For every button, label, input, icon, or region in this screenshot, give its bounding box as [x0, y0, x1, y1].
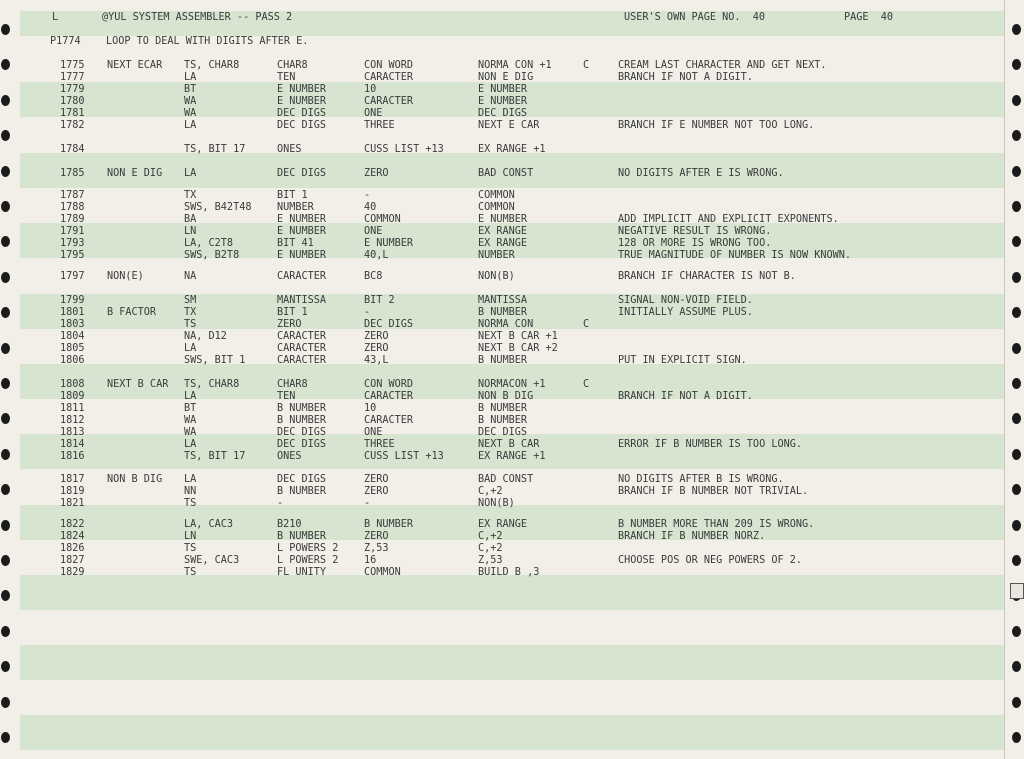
operand-2: DEC DIGS	[364, 319, 414, 330]
opcode: LA	[184, 120, 197, 131]
operand-3: B NUMBER	[478, 415, 528, 426]
operand-2: BIT 2	[364, 295, 395, 306]
line-number: 1809	[60, 391, 85, 402]
opcode: TS	[184, 498, 197, 509]
opcode: LA	[184, 391, 197, 402]
operand-2: ONE	[364, 108, 383, 119]
operand-1: BIT 1	[277, 307, 308, 318]
listing-line	[0, 144, 1024, 156]
opcode: TS, CHAR8	[184, 60, 240, 71]
opcode: NA	[184, 271, 197, 282]
opcode: WA	[184, 108, 197, 119]
opcode: TX	[184, 190, 197, 201]
operand-3: E NUMBER	[478, 214, 528, 225]
line-flag: C	[583, 319, 590, 330]
operand-2: COMMON	[364, 567, 401, 578]
line-number: 1822	[60, 519, 85, 530]
green-band	[20, 715, 1004, 750]
opcode: SWS, BIT 1	[184, 355, 246, 366]
operand-3: NEXT B CAR +2	[478, 343, 558, 354]
line-comment: BRANCH IF CHARACTER IS NOT B.	[618, 271, 796, 282]
listing-line	[0, 555, 1024, 567]
opcode: LA	[184, 168, 197, 179]
operand-2: 40,L	[364, 250, 389, 261]
line-number: 1782	[60, 120, 85, 131]
line-comment: NO DIGITS AFTER B IS WRONG.	[618, 474, 784, 485]
edge-tab-mark	[1010, 583, 1024, 599]
line-number: 1785	[60, 168, 85, 179]
operand-3: NORMA CON	[478, 319, 534, 330]
operand-3: C,+2	[478, 543, 503, 554]
operand-2: 16	[364, 555, 377, 566]
operand-1: TEN	[277, 391, 296, 402]
listing-line	[0, 531, 1024, 543]
operand-3: NON B DIG	[478, 391, 534, 402]
line-comment: CHOOSE POS OR NEG POWERS OF 2.	[618, 555, 803, 566]
operand-2: Z,53	[364, 543, 389, 554]
line-number: 1775	[60, 60, 85, 71]
operand-1: E NUMBER	[277, 250, 327, 261]
opcode: BT	[184, 403, 197, 414]
operand-3: NON(B)	[478, 498, 515, 509]
line-comment: BRANCH IF B NUMBER NOT TRIVIAL.	[618, 486, 809, 497]
line-label: NEXT B CAR	[107, 379, 169, 390]
opcode: LA, CAC3	[184, 519, 234, 530]
operand-3: MANTISSA	[478, 295, 528, 306]
feed-hole	[1012, 661, 1021, 672]
operand-2: ZERO	[364, 331, 389, 342]
feed-hole	[1, 590, 10, 601]
operand-2: 10	[364, 403, 377, 414]
listing-line	[0, 108, 1024, 120]
operand-1: BIT 1	[277, 190, 308, 201]
page-number: PAGE 40	[844, 12, 894, 23]
operand-1: MANTISSA	[277, 295, 327, 306]
operand-2: ZERO	[364, 474, 389, 485]
listing-line	[0, 319, 1024, 331]
listing-line	[0, 271, 1024, 283]
operand-1: DEC DIGS	[277, 168, 327, 179]
line-comment: TRUE MAGNITUDE OF NUMBER IS NOW KNOWN.	[618, 250, 852, 261]
operand-3: E NUMBER	[478, 84, 528, 95]
opcode: NA, D12	[184, 331, 227, 342]
operand-3: E NUMBER	[478, 96, 528, 107]
listing-line	[0, 214, 1024, 226]
line-number: 1812	[60, 415, 85, 426]
operand-3: B NUMBER	[478, 307, 528, 318]
operand-1: E NUMBER	[277, 214, 327, 225]
operand-1: E NUMBER	[277, 84, 327, 95]
listing-line	[0, 474, 1024, 486]
operand-2: 43,L	[364, 355, 389, 366]
page-title: @YUL SYSTEM ASSEMBLER -- PASS 2	[102, 12, 293, 23]
opcode: SWS, B42T48	[184, 202, 252, 213]
operand-2: ZERO	[364, 168, 389, 179]
line-comment: CREAM LAST CHARACTER AND GET NEXT.	[618, 60, 827, 71]
opcode: TS	[184, 543, 197, 554]
operand-1: TEN	[277, 72, 296, 83]
line-label: B FACTOR	[107, 307, 157, 318]
operand-3: NEXT B CAR +1	[478, 331, 558, 342]
operand-1: DEC DIGS	[277, 120, 327, 131]
operand-3: DEC DIGS	[478, 427, 528, 438]
operand-1: CARACTER	[277, 343, 327, 354]
opcode: BT	[184, 84, 197, 95]
opcode: SWE, CAC3	[184, 555, 240, 566]
listing-line	[0, 60, 1024, 72]
opcode: TS	[184, 567, 197, 578]
operand-1: DEC DIGS	[277, 108, 327, 119]
opcode: TS, BIT 17	[184, 144, 246, 155]
opcode: LN	[184, 226, 197, 237]
line-comment: PUT IN EXPLICIT SIGN.	[618, 355, 747, 366]
line-number: 1797	[60, 271, 85, 282]
opcode: TS, CHAR8	[184, 379, 240, 390]
operand-3: EX RANGE	[478, 238, 528, 249]
line-number: 1804	[60, 331, 85, 342]
listing-line	[0, 238, 1024, 250]
listing-line	[0, 226, 1024, 238]
operand-3: BAD CONST	[478, 168, 534, 179]
operand-2: ZERO	[364, 486, 389, 497]
operand-1: CARACTER	[277, 355, 327, 366]
listing-line	[0, 403, 1024, 415]
line-flag: C	[583, 379, 590, 390]
feed-hole	[1, 626, 10, 637]
line-number: 1787	[60, 190, 85, 201]
opcode: WA	[184, 415, 197, 426]
feed-hole	[1012, 697, 1021, 708]
operand-3: NORMA CON +1	[478, 60, 552, 71]
line-label: NEXT ECAR	[107, 60, 163, 71]
listing-line	[0, 343, 1024, 355]
feed-hole	[1012, 24, 1021, 35]
listing-line	[0, 355, 1024, 367]
line-flag: C	[583, 60, 590, 71]
operand-2: CARACTER	[364, 72, 414, 83]
feed-hole	[1, 697, 10, 708]
operand-2: B NUMBER	[364, 519, 414, 530]
listing-line	[0, 439, 1024, 451]
operand-1: DEC DIGS	[277, 474, 327, 485]
feed-hole	[1, 732, 10, 743]
operand-1: B NUMBER	[277, 531, 327, 542]
listing-line	[0, 415, 1024, 427]
listing-line	[0, 295, 1024, 307]
operand-1: E NUMBER	[277, 226, 327, 237]
operand-2: ONE	[364, 226, 383, 237]
opcode: TX	[184, 307, 197, 318]
section-heading	[0, 36, 1024, 48]
operand-1: FL UNITY	[277, 567, 327, 578]
operand-2: CARACTER	[364, 391, 414, 402]
operand-2: CUSS LIST +13	[364, 451, 444, 462]
line-comment: BRANCH IF B NUMBER NORZ.	[618, 531, 766, 542]
listing-line	[0, 84, 1024, 96]
operand-1: ONES	[277, 144, 302, 155]
operand-2: CARACTER	[364, 415, 414, 426]
operand-2: COMMON	[364, 214, 401, 225]
listing-line	[0, 379, 1024, 391]
opcode: LA, C2T8	[184, 238, 234, 249]
operand-1: -	[277, 498, 284, 509]
line-number: 1805	[60, 343, 85, 354]
operand-1: L POWERS 2	[277, 555, 339, 566]
operand-3: BAD CONST	[478, 474, 534, 485]
listing-line	[0, 202, 1024, 214]
green-band	[20, 575, 1004, 610]
header-mark: L	[52, 12, 59, 23]
operand-2: -	[364, 498, 371, 509]
line-number: 1813	[60, 427, 85, 438]
line-comment: B NUMBER MORE THAN 209 IS WRONG.	[618, 519, 815, 530]
line-comment: SIGNAL NON-VOID FIELD.	[618, 295, 753, 306]
operand-2: E NUMBER	[364, 238, 414, 249]
line-number: 1781	[60, 108, 85, 119]
operand-1: E NUMBER	[277, 96, 327, 107]
listing-line	[0, 543, 1024, 555]
operand-2: CUSS LIST +13	[364, 144, 444, 155]
opcode: LA	[184, 72, 197, 83]
operand-2: THREE	[364, 120, 395, 131]
green-band	[20, 645, 1004, 680]
line-comment: ADD IMPLICIT AND EXPLICIT EXPONENTS.	[618, 214, 839, 225]
line-number: 1801	[60, 307, 85, 318]
section-id: P1774	[50, 36, 81, 47]
line-comment: INITIALLY ASSUME PLUS.	[618, 307, 753, 318]
listing-line	[0, 567, 1024, 579]
operand-1: CHAR8	[277, 60, 308, 71]
line-label: NON E DIG	[107, 168, 163, 179]
line-number: 1819	[60, 486, 85, 497]
listing-line	[0, 498, 1024, 510]
operand-3: B NUMBER	[478, 403, 528, 414]
listing-line	[0, 120, 1024, 132]
line-comment: BRANCH IF E NUMBER NOT TOO LONG.	[618, 120, 815, 131]
operand-3: C,+2	[478, 486, 503, 497]
listing-line	[0, 190, 1024, 202]
line-number: 1795	[60, 250, 85, 261]
line-number: 1811	[60, 403, 85, 414]
opcode: LA	[184, 439, 197, 450]
operand-1: L POWERS 2	[277, 543, 339, 554]
line-label: NON B DIG	[107, 474, 163, 485]
operand-3: COMMON	[478, 190, 515, 201]
operand-1: B NUMBER	[277, 486, 327, 497]
operand-1: ZERO	[277, 319, 302, 330]
operand-3: EX RANGE	[478, 226, 528, 237]
operand-1: CARACTER	[277, 271, 327, 282]
line-number: 1789	[60, 214, 85, 225]
line-number: 1829	[60, 567, 85, 578]
opcode: WA	[184, 96, 197, 107]
operand-3: EX RANGE +1	[478, 451, 546, 462]
line-number: 1821	[60, 498, 85, 509]
opcode: TS	[184, 319, 197, 330]
opcode: LA	[184, 474, 197, 485]
listing-line	[0, 427, 1024, 439]
line-number: 1780	[60, 96, 85, 107]
line-number: 1826	[60, 543, 85, 554]
line-comment: ERROR IF B NUMBER IS TOO LONG.	[618, 439, 803, 450]
line-number: 1788	[60, 202, 85, 213]
opcode: LA	[184, 343, 197, 354]
operand-2: ONE	[364, 427, 383, 438]
line-label: NON(E)	[107, 271, 144, 282]
line-number: 1793	[60, 238, 85, 249]
listing-line	[0, 307, 1024, 319]
operand-2: 10	[364, 84, 377, 95]
opcode: NN	[184, 486, 197, 497]
operand-3: DEC DIGS	[478, 108, 528, 119]
opcode: SWS, B2T8	[184, 250, 240, 261]
operand-2: ZERO	[364, 531, 389, 542]
opcode: BA	[184, 214, 197, 225]
line-number: 1779	[60, 84, 85, 95]
operand-2: BC8	[364, 271, 383, 282]
operand-1: B NUMBER	[277, 403, 327, 414]
operand-3: NORMACON +1	[478, 379, 546, 390]
operand-1: BIT 41	[277, 238, 314, 249]
operand-3: EX RANGE	[478, 519, 528, 530]
line-number: 1791	[60, 226, 85, 237]
listing-line	[0, 391, 1024, 403]
line-number: 1817	[60, 474, 85, 485]
listing-line	[0, 331, 1024, 343]
feed-hole	[1, 661, 10, 672]
opcode: WA	[184, 427, 197, 438]
operand-2: THREE	[364, 439, 395, 450]
operand-2: CON WORD	[364, 379, 414, 390]
listing-line	[0, 72, 1024, 84]
listing-line	[0, 486, 1024, 498]
listing-line	[0, 451, 1024, 463]
feed-hole	[1012, 626, 1021, 637]
operand-1: B210	[277, 519, 302, 530]
operand-3: C,+2	[478, 531, 503, 542]
opcode: TS, BIT 17	[184, 451, 246, 462]
line-number: 1803	[60, 319, 85, 330]
operand-3: NON E DIG	[478, 72, 534, 83]
operand-1: DEC DIGS	[277, 427, 327, 438]
operand-3: BUILD B ,3	[478, 567, 540, 578]
operand-3: NEXT B CAR	[478, 439, 540, 450]
line-number: 1777	[60, 72, 85, 83]
operand-3: B NUMBER	[478, 355, 528, 366]
line-comment: BRANCH IF NOT A DIGIT.	[618, 391, 753, 402]
user-page-number: USER'S OWN PAGE NO. 40	[624, 12, 766, 23]
header-line	[0, 12, 1024, 24]
operand-1: ONES	[277, 451, 302, 462]
operand-1: NUMBER	[277, 202, 314, 213]
operand-1: CARACTER	[277, 331, 327, 342]
operand-3: Z,53	[478, 555, 503, 566]
line-comment: 128 OR MORE IS WRONG TOO.	[618, 238, 772, 249]
line-number: 1814	[60, 439, 85, 450]
operand-2: CON WORD	[364, 60, 414, 71]
operand-2: CARACTER	[364, 96, 414, 107]
operand-3: NON(B)	[478, 271, 515, 282]
line-number: 1806	[60, 355, 85, 366]
line-comment: BRANCH IF NOT A DIGIT.	[618, 72, 753, 83]
operand-3: NEXT E CAR	[478, 120, 540, 131]
listing-line	[0, 96, 1024, 108]
listing-line	[0, 250, 1024, 262]
operand-1: B NUMBER	[277, 415, 327, 426]
line-number: 1827	[60, 555, 85, 566]
operand-2: 40	[364, 202, 377, 213]
line-number: 1816	[60, 451, 85, 462]
operand-2: ZERO	[364, 343, 389, 354]
operand-3: EX RANGE +1	[478, 144, 546, 155]
line-comment: NO DIGITS AFTER E IS WRONG.	[618, 168, 784, 179]
operand-3: COMMON	[478, 202, 515, 213]
line-number: 1808	[60, 379, 85, 390]
opcode: LN	[184, 531, 197, 542]
line-number: 1824	[60, 531, 85, 542]
feed-hole	[1012, 732, 1021, 743]
operand-1: CHAR8	[277, 379, 308, 390]
operand-2: -	[364, 190, 371, 201]
line-comment: NEGATIVE RESULT IS WRONG.	[618, 226, 772, 237]
operand-3: NUMBER	[478, 250, 515, 261]
operand-1: DEC DIGS	[277, 439, 327, 450]
line-number: 1784	[60, 144, 85, 155]
operand-2: -	[364, 307, 371, 318]
opcode: SM	[184, 295, 197, 306]
line-number: 1799	[60, 295, 85, 306]
section-title: LOOP TO DEAL WITH DIGITS AFTER E.	[106, 36, 309, 47]
listing-line	[0, 168, 1024, 180]
listing-line	[0, 519, 1024, 531]
